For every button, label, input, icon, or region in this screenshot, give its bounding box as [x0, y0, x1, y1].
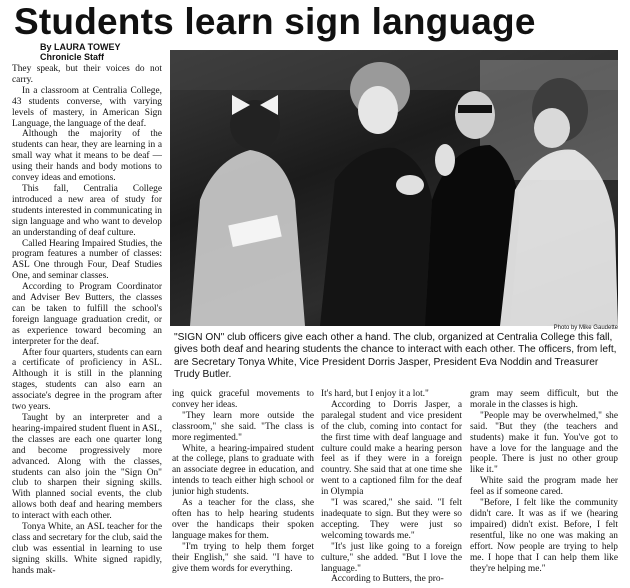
paragraph: This fall, Centralia College introduced a new area of study for students interested in communicating in sign language and who want to develop an understanding of deaf culture. [12, 183, 162, 238]
article-column-1 [12, 64, 162, 586]
headline: Students learn sign language [14, 1, 536, 42]
article-column-2 [172, 389, 314, 587]
paragraph: They speak, but their voices do not carry. [12, 64, 162, 85]
paragraph: White said the program made her feel as if someone cared. [470, 476, 618, 498]
byline-author: By LAURA TOWEY [40, 42, 121, 52]
paragraph: According to Program Coordinator and Adviser Bev Butters, the classes can be taken to fulfill the school's foreign language graduation credit, or as experience toward becoming an interpreter for the deaf. [12, 282, 162, 347]
photo-credit: Photo by Mike Gaudette [553, 325, 618, 331]
paragraph: "People may be overwhelmed," she said. "But they (the teachers and students) make it fun. You've got to have a love for the language and the people. There is just no other group like it." [470, 410, 618, 476]
paragraph: As a teacher for the class, she often has to help hearing students over the handicaps their spoken language makes for them. [172, 498, 314, 541]
paragraph: Called Hearing Impaired Studies, the program features a number of classes: ASL One through Four, Deaf Studies One, and seminar classes. [12, 238, 162, 282]
paragraph: In a classroom at Centralia College, 43 students converse, with varying levels of mastery, in American Sign Language, the language of the deaf. [12, 85, 162, 129]
paragraph: ing quick graceful movements to convey her ideas. [172, 389, 314, 410]
paragraph: White, a hearing-impaired student at the college, plans to graduate with an associate degree in education, and intends to teach either high school or junior high students. [172, 443, 314, 498]
byline-title: Chronicle Staff [40, 52, 105, 62]
paragraph: "Before, I felt like the community didn't care. It was as if we (hearing impaired) didn't exist. Before, I felt resentful, like no one was making an effort. Now people are trying to help me. I hope that I can help them like they're helping me." [470, 498, 618, 574]
paragraph: According to Dorris Jasper, a paralegal student and vice president of the club, coming into contact for the first time with deaf language and culture could make a hearing person feel as if they were in a foreign country. She said that at one time she went to a captioned film for the deaf in Olympia [321, 399, 462, 498]
paragraph: gram may seem difficult, but the morale in the classes is high. [470, 389, 618, 410]
paragraph: "It's just like going to a foreign culture," she added. "But I love the language." [321, 541, 462, 574]
paragraph: It's hard, but I enjoy it a lot." [321, 389, 429, 399]
article-column-4 [470, 389, 618, 587]
paragraph: Taught by an interpreter and a hearing-impaired student fluent in ASL, the classes are each one quarter long and become progressively more advanced. Along with the classes, students can also join the "Sign On" club to sharpen their signing skills. With planned social events, the club allows both deaf and hearing members to interact with each other. [12, 413, 162, 522]
paragraph: Although the majority of the students can hear, they are learning in a small way what it means to be deaf — using their hands and body motions to convey ideas and emotions. [12, 129, 162, 184]
paragraph: "I was scared," she said. "I felt inadequate to sign. But they were so accepting. They were just so welcoming towards me." [321, 498, 462, 541]
paragraph: Tonya White, an ASL teacher for the class and secretary for the club, said the club was essential in learning to use signing skills. White signed rapidly, hands mak- [12, 522, 162, 576]
paragraph: "They learn more outside the classroom," she said. "The class is more regimented." [172, 410, 314, 443]
paragraph: According to Butters, the pro- [331, 574, 444, 585]
photo-illustration [170, 50, 618, 326]
photo-caption: "SIGN ON" club officers give each other a hand. The club, organized at Centralia College this fall, gives both deaf and hearing students the chance to interact with each other. The officers, from left, are Secretary Tonya White, Vice President Dorris Jasper, President Eva Noddin and Treasurer Trudy Butler. [174, 332, 617, 381]
paragraph: After four quarters, students can earn a certificate of proficiency in ASL. Although it is still in the planning stages, students can also earn an associate's degree in the program after two years. [12, 347, 162, 413]
byline [40, 42, 170, 62]
paragraph: "I'm trying to help them forget their English," she said. "I have to give them words for everything. [172, 541, 314, 574]
article-column-3 [321, 389, 462, 587]
photo-club-officers [170, 50, 618, 326]
